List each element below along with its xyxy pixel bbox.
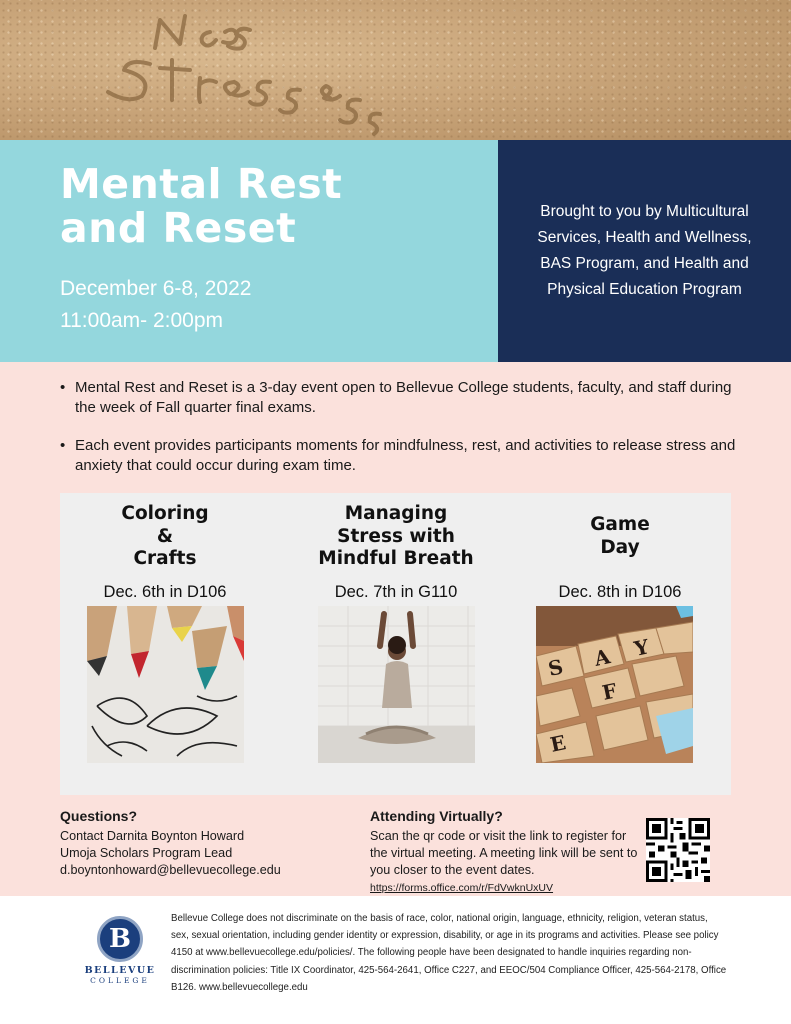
contact-role: Umoja Scholars Program Lead <box>60 846 233 860</box>
sponsor-panel <box>498 140 791 362</box>
questions-section <box>60 808 350 879</box>
contact-name: Contact Darnita Boynton Howard <box>60 829 245 843</box>
registration-link[interactable]: https://forms.office.com/r/FdVwknUxUV <box>370 882 554 894</box>
nondiscrimination-policy: Bellevue College does not discriminate on the basis of race, color, national origin, language, ethnicity, religion, veteran status, sex, sexual orientation, including gender identity or expression, disability, or age in its programs and activities. Please see policy 4150 at www.bellevuecollege.edu/policies/. The following people have been designated to handle inquiries regarding non-discrimination policies: Title IX Coordinator, 425-564-2641, Office C227, and EEOC/504 Compliance Officer, 425-564-2178, Office B126. www.bellevuecollege.edu <box>171 913 727 993</box>
event-title-coloring: Coloring & Crafts <box>121 503 209 569</box>
svg-text:A: A <box>592 644 613 671</box>
sponsor-text: Brought to you by Multicultural Services, Health and Wellness, BAS Program, and Health and Physical Education Program <box>537 203 752 298</box>
svg-text:Y: Y <box>632 634 652 661</box>
logo-emblem-icon: B <box>97 916 143 962</box>
event-title: Mental Rest and Reset <box>60 160 343 252</box>
event-coloring-crafts <box>60 493 270 601</box>
event-when-coloring: Dec. 6th in D106 <box>103 583 227 601</box>
virtual-heading: Attending Virtually? <box>370 808 503 824</box>
event-time: 11:00am- 2:00pm <box>60 309 224 332</box>
svg-text:S: S <box>546 654 566 681</box>
svg-text:No Stress: No Stress <box>60 8 65 9</box>
event-title-game: Game Day <box>590 514 650 558</box>
sand-banner-image <box>0 0 791 140</box>
event-game-day <box>515 493 725 757</box>
description-list <box>60 378 740 494</box>
coloring-pencils-image <box>87 606 244 763</box>
virtual-section <box>370 808 638 897</box>
virtual-text: Scan the qr code or visit the link to register for the virtual meeting. A meeting link will be sent to you closer to the event dates. <box>370 829 638 877</box>
letter-tiles-image <box>536 606 693 763</box>
event-date: December 6-8, 2022 <box>60 277 252 300</box>
event-mindful-breath <box>291 493 501 601</box>
svg-text:E: E <box>548 730 568 757</box>
title-panel <box>0 140 498 362</box>
event-when-mindful: Dec. 7th in G110 <box>334 583 458 601</box>
sand-writing-graphic <box>60 8 420 138</box>
qr-code-icon[interactable] <box>646 818 710 882</box>
event-title-mindful: Managing Stress with Mindful Breath <box>318 503 474 569</box>
questions-heading: Questions? <box>60 808 138 824</box>
events-panel <box>60 493 731 795</box>
svg-text:F: F <box>600 678 619 705</box>
list-item: • Mental Rest and Reset is a 3-day event open to Bellevue College students, faculty, and staff during the week of Fall quarter final exams. <box>60 378 740 418</box>
event-when-game: Dec. 8th in D106 <box>558 583 682 601</box>
bellevue-college-logo: B BELLEVUE COLLEGE <box>80 916 160 985</box>
meditating-woman-image <box>318 606 475 763</box>
footer <box>0 896 791 1024</box>
contact-email[interactable]: d.boyntonhoward@bellevuecollege.edu <box>60 863 281 877</box>
list-item: • Each event provides participants moments for mindfulness, rest, and activities to release stress and anxiety that could occur during exam time. <box>60 436 740 476</box>
